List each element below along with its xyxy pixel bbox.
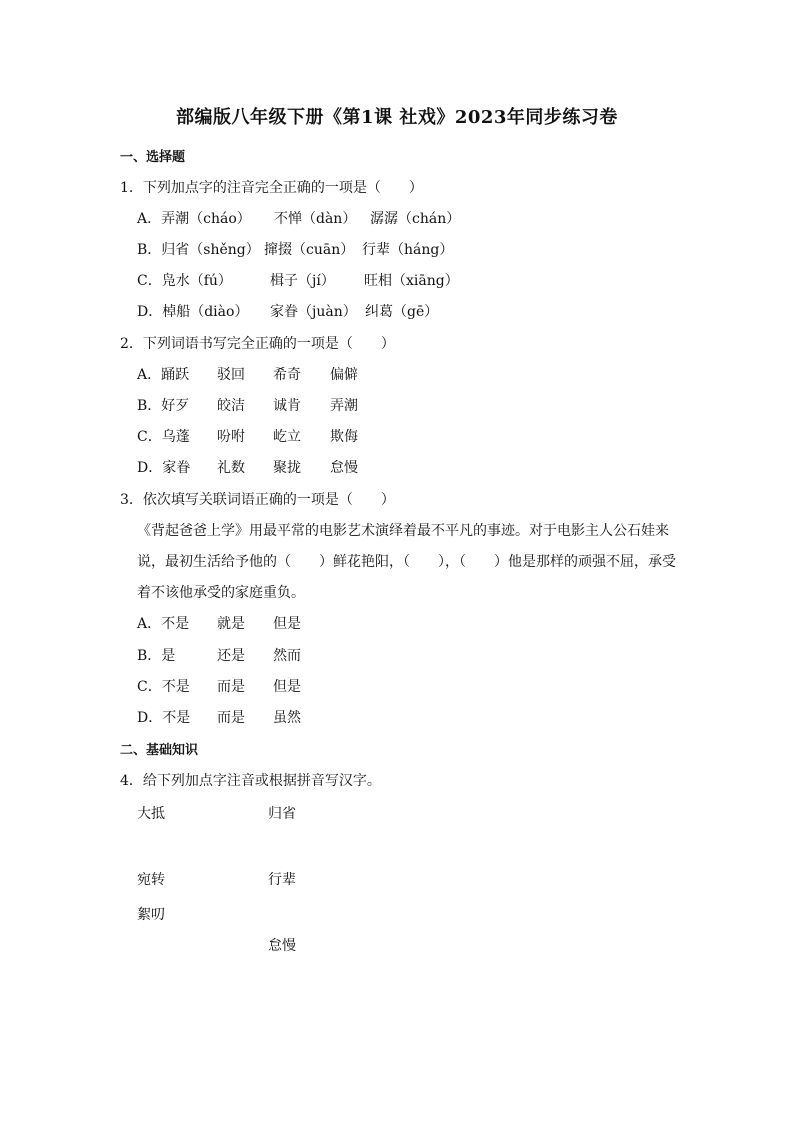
option-part: 希奇: [273, 367, 301, 383]
fill-word: 絮叨: [137, 907, 165, 923]
option-part: 就是: [217, 616, 245, 632]
fill-word: 归省: [268, 806, 296, 822]
option-part: B．是: [137, 648, 176, 664]
option-part: 潺潺（chán）: [370, 211, 461, 227]
option-part: C．不是: [137, 679, 190, 695]
option-part: 吩咐: [217, 429, 245, 445]
fill-word: 怠慢: [268, 938, 296, 954]
option-part: B．好歹: [137, 398, 190, 414]
option-part: 纠葛（gē）: [365, 304, 439, 320]
option-part: C．乌蓬: [137, 429, 190, 445]
option-part: 怠慢: [330, 460, 358, 476]
option-part: D．棹船（diào）: [137, 304, 249, 320]
section-heading-basics: 二、基础知识: [120, 743, 199, 758]
question-4-stem: 4．给下列加点字注音或根据拼音写汉字。: [120, 773, 381, 789]
fill-word: 宛转: [137, 872, 165, 888]
option-part: 聚拢: [273, 460, 301, 476]
option-part: 旺相（xiāng）: [364, 273, 459, 289]
option-part: 偏僻: [330, 367, 358, 383]
question-2-stem: 2．下列词语书写完全正确的一项是（ ）: [120, 336, 395, 352]
section-heading-choice: 一、选择题: [120, 150, 186, 165]
option-part: 但是: [273, 679, 301, 695]
option-part: 楫子（jí）: [270, 273, 335, 289]
page-title: 部编版八年级下册《第1课 社戏》2023年同步练习卷: [176, 107, 618, 128]
option-part: 诚肯: [273, 398, 301, 414]
option-part: B．归省（shěng）: [137, 242, 260, 258]
option-part: 家眷（juàn）: [270, 304, 357, 320]
option-part: A．弄潮（cháo）: [137, 211, 251, 227]
option-part: 然而: [273, 648, 301, 664]
option-part: 驳回: [217, 367, 245, 383]
option-part: D．家眷: [137, 460, 191, 476]
question-3-passage-line: 《背起爸爸上学》用最平常的电影艺术演绎着最不平凡的事迹。对于电影主人公石娃来: [137, 523, 669, 539]
option-part: A．踊跃: [137, 367, 190, 383]
option-part: 不惮（dàn）: [274, 211, 357, 227]
fill-word: 行辈: [268, 872, 296, 888]
option-part: 但是: [273, 616, 301, 632]
option-part: 礼数: [217, 460, 245, 476]
option-part: 屹立: [273, 429, 301, 445]
option-part: 而是: [217, 679, 245, 695]
option-part: 欺侮: [330, 429, 358, 445]
question-3-stem: 3．依次填写关联词语正确的一项是（ ）: [120, 492, 395, 508]
option-part: 弄潮: [330, 398, 358, 414]
question-3-passage-line: 着不该他承受的家庭重负。: [137, 585, 305, 601]
option-part: 而是: [217, 710, 245, 726]
option-part: A．不是: [137, 616, 190, 632]
option-part: D．不是: [137, 710, 191, 726]
option-part: 还是: [217, 648, 245, 664]
option-part: 皎洁: [217, 398, 245, 414]
question-3-passage-line: 说，最初生活给予他的（ ）鲜花艳阳，（ ），（ ）他是那样的顽强不屈，承受: [137, 554, 676, 570]
fill-word: 大抵: [137, 806, 165, 822]
option-part: 虽然: [273, 710, 301, 726]
option-part: 行辈（háng）: [362, 242, 454, 258]
option-part: C．凫水（fú）: [137, 273, 232, 289]
option-part: 撺掇（cuān）: [264, 242, 355, 258]
question-1-stem: 1．下列加点字的注音完全正确的一项是（ ）: [120, 180, 423, 196]
